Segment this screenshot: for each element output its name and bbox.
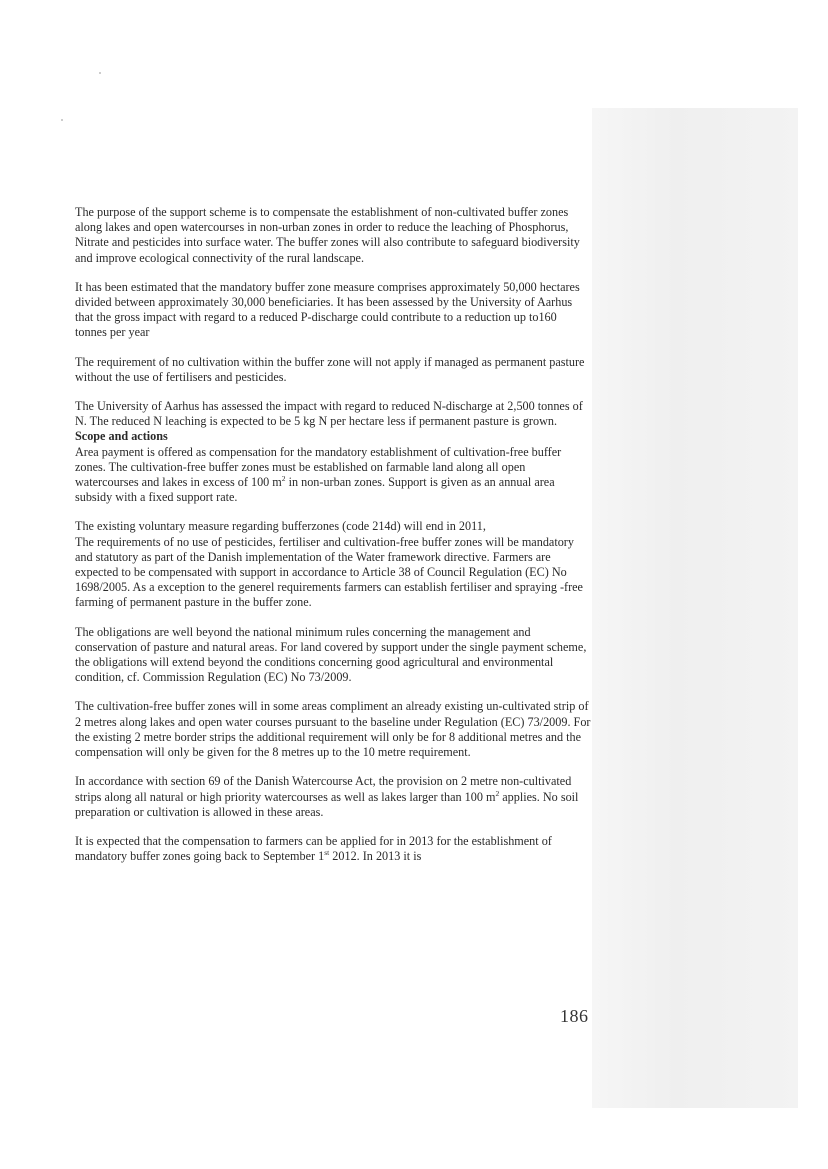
scope-heading: Scope and actions [75, 429, 168, 444]
voluntary-measure-paragraph: The existing voluntary measure regarding bufferzones (code 214d) will end in 2011, The requirements of no use of pesticides, fertiliser and cultivation-free buffer zones will be mandatory and statutory as part of the Danish implementation of the Water framework directive. Farmers are expected to be compensated with support in accordance to Article 38 of Council Regulation (EC) No 1698/2005. As a exception to the generel requirements farmers can establish fertiliser and spraying -free farming of permanent pasture in the buffer zone. [75, 519, 583, 610]
n-discharge-paragraph: The University of Aarhus has assessed the impact with regard to reduced N-discharge at 2,500 tonnes of N. The reduced N leaching is expected to be 5 kg N per hectare less if permanent pasture is grown. [75, 399, 583, 429]
estimate-paragraph: It has been estimated that the mandatory buffer zone measure comprises approximately 50,000 hectares divided between approximately 30,000 beneficiaries. It has been assessed by the University of Aarhus that the gross impact with regard to a reduced P-discharge could contribute to a reduction up to160 tonnes per year [75, 279, 580, 340]
scan-speck [61, 119, 63, 121]
expected-compensation-paragraph: It is expected that the compensation to farmers can be applied for in 2013 for the establishment of mandatory buffer zones going back to September 1st 2012. In 2013 it is [75, 833, 552, 864]
area-payment-paragraph: Area payment is offered as compensation for the mandatory establishment of cultivation-free buffer zones. The cultivation-free buffer zones must be established on farmable land along all open watercourses and lakes in excess of 100 $m^2$ in non-urban zones. Support is given as an annual area subsidy with a fixed support rate. [75, 444, 562, 505]
obligations-paragraph: The obligations are well beyond the national minimum rules concerning the management and conservation of pasture and natural areas. For land covered by support under the single payment scheme, the obligations will extend beyond the conditions concerning good agricultural and environmental condition, cf. Commission Regulation (EC) No 73/2009. [75, 624, 587, 685]
scan-shadow-band [592, 108, 798, 1108]
section69-paragraph: In accordance with section 69 of the Danish Watercourse Act, the provision on 2 metre non-cultivated strips along all natural or high priority watercourses as well as lakes larger than 100 $m^2$ applies. No soil preparation or cultivation is allowed in these areas. [75, 774, 579, 819]
requirement-paragraph: The requirement of no cultivation within the buffer zone will not apply if managed as permanent pasture without the use of fertilisers and pesticides. [75, 354, 585, 384]
document-body [75, 205, 591, 878]
purpose-paragraph: The purpose of the support scheme is to compensate the establishment of non-cultivated buffer zones along lakes and open watercourses in non-urban zones in order to reduce the leaching of Phosphorus, Nitrate and pesticides into surface water. The buffer zones will also contribute to safeguard biodiversity and improve ecological connectivity of the rural landscape. [75, 205, 580, 265]
page-number: 186 [560, 1006, 589, 1026]
scan-speck [99, 72, 101, 74]
compliment-paragraph: The cultivation-free buffer zones will in some areas compliment an already existing un-cultivated strip of 2 metres along lakes and open water courses pursuant to the baseline under Regulation (EC) 73/2009. For the existing 2 metre border strips the additional requirement will only be for 8 additional metres and the compensation will only be given for the 8 metres up to the 10 metre requirement. [75, 699, 591, 760]
